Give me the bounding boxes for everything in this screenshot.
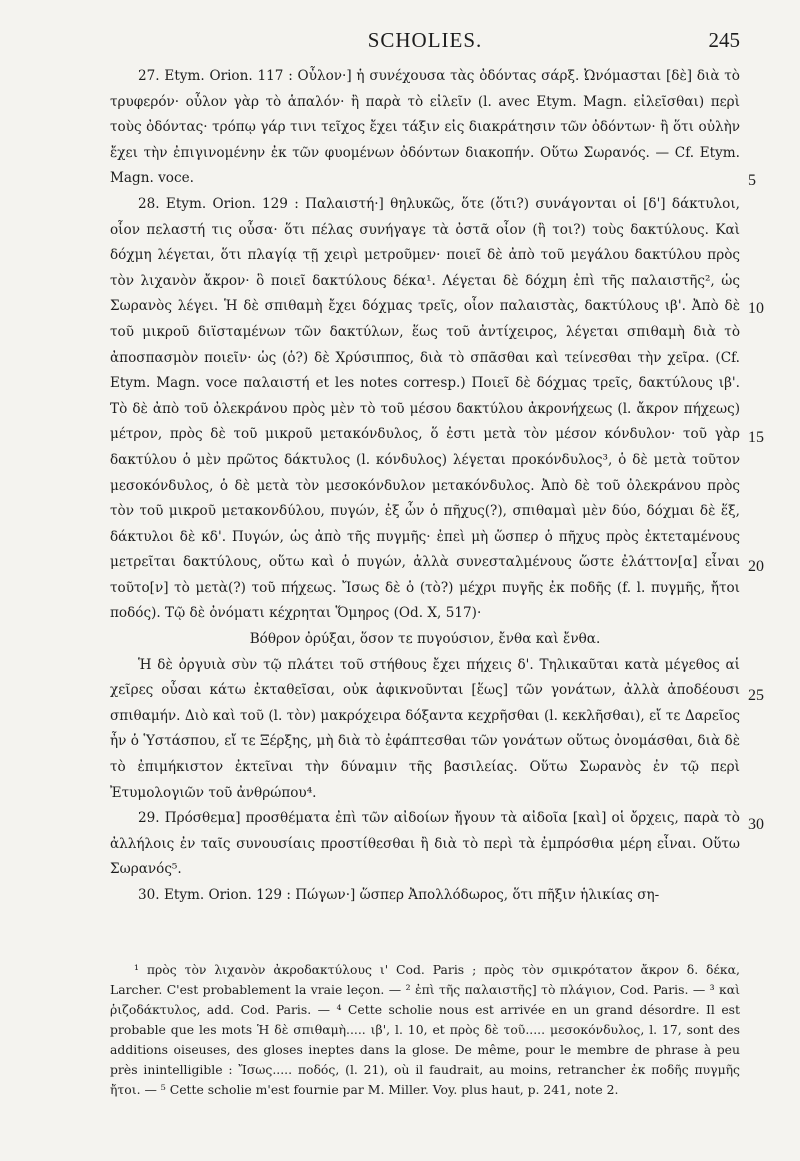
page-number: 245: [708, 28, 740, 52]
homer-verse: Βόθρον ὀρύξαι, ὅσον τε πυγούσιον, ἔνθα καὶ ἔνθα.: [249, 631, 601, 648]
line-number-10: 10: [748, 300, 764, 317]
page-header: [110, 28, 740, 54]
scholie-29: 29. Πρόσθεμα] προσθέματα ἐπὶ τῶν αἰδοίων ἤγουν τὰ αἰδοῖα [καὶ] οἱ ὄρχεις, παρὰ τὸ ἀλλήλοις ἐν ταῖς συνουσίαις προστίθεσθαι ἢ διὰ τὸ περὶ τὰ ἐμπρόσθια μέρη εἶναι. Οὕτω Σωρανός⁵.: [110, 810, 740, 878]
scholie-28: 28. Etym. Orion. 129 : Παλαιστή·] θηλυκῶς, ὅτε (ὅτι?) συνάγονται οἱ [δ'] δάκτυλοι, οἷον πελαστή τις οὖσα· ὅτι πέλας συνήγαγε τὰ ὀστᾶ οἷον (ἢ τοι?) τοὺς δακτύλους. Καὶ δόχμη λέγεται, ὅτι πλαγίᾳ τῇ χειρὶ μετροῦμεν· ποιεῖ δὲ ἀπὸ τοῦ μεγάλου δακτύλου πρὸς τὸν λιχανὸν ἄκρον· ὃ ποιεῖ δακτύλους δέκα¹. Λέγεται δὲ δόχμη ἐπὶ τῆς παλαιστῆς², ὡς Σωρανὸς λέγει. Ἡ δὲ σπιθαμὴ ἔχει δόχμας τρεῖς, οἷον παλαιστὰς, δακτύλους ιβ'. Ἀπὸ δὲ τοῦ μικροῦ διϊσταμένων τῶν δακτύλων, ἕως τοῦ ἀντίχειρος, λέγεται σπιθαμὴ διὰ τὸ ἀποσπασμὸν ποιεῖν· ὡς (ὁ?) δὲ Χρύσιππος, διὰ τὸ σπᾶσθαι καὶ τείνεσθαι τὴν χεῖρα. (Cf. Etym. Magn. voce παλαιστή et les notes corresp.) Ποιεῖ δὲ δόχμας τρεῖς, δακτύλους ιβ'. Τὸ δὲ ἀπὸ τοῦ ὀλεκράνου πρὸς μὲν τὸ τοῦ μέσου δακτύλου ἀκρονήχεως (l. ἄκρον πήχεως) μέτρον, πρὸς δὲ τοῦ μικροῦ μετακόνδυλος, ὅ ἐστι μετὰ τὸν μέσον κόνδυλον· τοῦ γὰρ δακτύλου ὁ μὲν πρῶτος δάκτυλος (l. κόνδυλος) λέγεται προκόνδυλος³, ὁ δὲ μετὰ τοῦτον μεσοκόνδυλος, ὁ δὲ μετὰ τὸν μεσοκόνδυλον μετακόνδυλος. Ἀπὸ δὲ τοῦ ὀλεκράνου πρὸς τὸν τοῦ μικροῦ μετακονδύλου, πυγών, ἐξ ὧν ὁ πῆχυς(?), σπιθαμαὶ μὲν δύο, δόχμαι δὲ ἕξ, δάκτυλοι δὲ κδ'. Πυγών, ὡς ἀπὸ τῆς πυγμῆς· ἐπεὶ μὴ ὥσπερ ὁ πῆχυς πρὸς ἐκτεταμένους μετρεῖται δακτύλους, οὕτω καὶ ὁ πυγών, ἀλλὰ συνεσταλμένους ὥστε ἐλάττον[α] εἶναι τοῦτο[ν] τὸ μετὰ(?) τοῦ πήχεως. Ἴσως δὲ ὁ (τὸ?) μέχρι πυγῆς ἐκ ποδῆς (f. l. πυγμῆς, ἤτοι ποδός). Τῷ δὲ ὀνόματι κέχρηται Ὅμηρος (Od. X, 517)·: [110, 195, 740, 622]
running-title: SCHOLIES.: [367, 28, 483, 52]
line-number-15: 15: [748, 429, 764, 446]
footnote-block: ¹ πρὸς τὸν λιχανὸν ἀκροδακτύλους ι' Cod. Paris ; πρὸς τὸν σμικρότατον ἄκρον δ. δέκα, Larcher. C'est probablement la vraie leçon. — ² ἐπὶ τῆς παλαιστῆς] τὸ πλάγιον, Cod. Paris. — ³ καὶ ῥιζοδάκτυλος, add. Cod. Paris. — ⁴ Cette scholie nous est arrivée en un grand désordre. Il est probable que les mots Ἡ δὲ σπιθαμὴ..... ιβ', l. 10, et πρὸς δὲ τοῦ..... μεσοκόνδυλος, l. 17, sont des additions oiseuses, des gloses ineptes dans la glose. De même, pour le membre de phrase à peu près inintelligible : Ἴσως..... ποδός, (l. 21), où il faudrait, au moins, retrancher ἐκ ποδῆς πυγμῆς ἤτοι. — ⁵ Cette scholie m'est fournie par M. Miller. Voy. plus haut, p. 241, note 2.: [110, 962, 740, 1097]
line-number-25: 25: [748, 687, 764, 704]
scholie-27: 27. Etym. Orion. 117 : Οὖλον·] ἡ συνέχουσα τὰς ὀδόντας σάρξ. Ὠνόμασται [δὲ] διὰ τὸ τρυφερόν· οὖλον γὰρ τὸ ἁπαλόν· ἢ παρὰ τὸ εἰλεῖν (l. avec Etym. Magn. εἰλεῖσθαι) περὶ τοὺς ὀδόντας· τρόπῳ γάρ τινι τεῖχος ἔχει τάξιν εἰς διακράτησιν τῶν ὀδόντων· ἢ ὅτι οὐλὴν ἔχει τὴν ἐπιγινομένην ἐκ τῶν φυομένων ὀδόντων διακοπήν. Οὕτω Σωρανός. — Cf. Etym. Magn. voce.: [110, 68, 740, 187]
scholie-30: 30. Etym. Orion. 129 : Πώγων·] ὥσπερ Ἀπολλόδωρος, ὅτι πῆξιν ἡλικίας ση-: [138, 887, 660, 903]
footnotes: [110, 960, 740, 1100]
line-number-5: 5: [748, 172, 756, 189]
line-number-20: 20: [748, 558, 764, 575]
main-text: [110, 64, 740, 909]
scholie-28-continued: Ἡ δὲ ὀργυιὰ σὺν τῷ πλάτει τοῦ στήθους ἔχει πήχεις δ'. Τηλικαῦται κατὰ μέγεθος αἱ χεῖρες οὖσαι κάτω ἐκταθεῖσαι, οὐκ ἀφικνοῦνται [ἕως] τῶν γονάτων, ἀλλὰ ἀποδέουσι σπιθαμήν. Διὸ καὶ τοῦ (l. τὸν) μακρόχειρα δόξαντα κεχρῆσθαι (l. κεκλῆσθαι), εἴ τε Δαρεῖος ἦν ὁ Ὑστάσπου, εἴ τε Ξέρξης, μὴ διὰ τὸ ἐφάπτεσθαι τῶν γονάτων οὕτως ὀνομάσθαι, διὰ δὲ τὸ ἐπιμήκιστον ἐκτεῖναι τὴν δύναμιν τῆς βασιλείας. Οὕτω Σωρανὸς ἐν τῷ περὶ Ἐτυμολογιῶν τοῦ ἀνθρώπου⁴.: [110, 656, 740, 801]
line-number-30: 30: [748, 816, 764, 833]
